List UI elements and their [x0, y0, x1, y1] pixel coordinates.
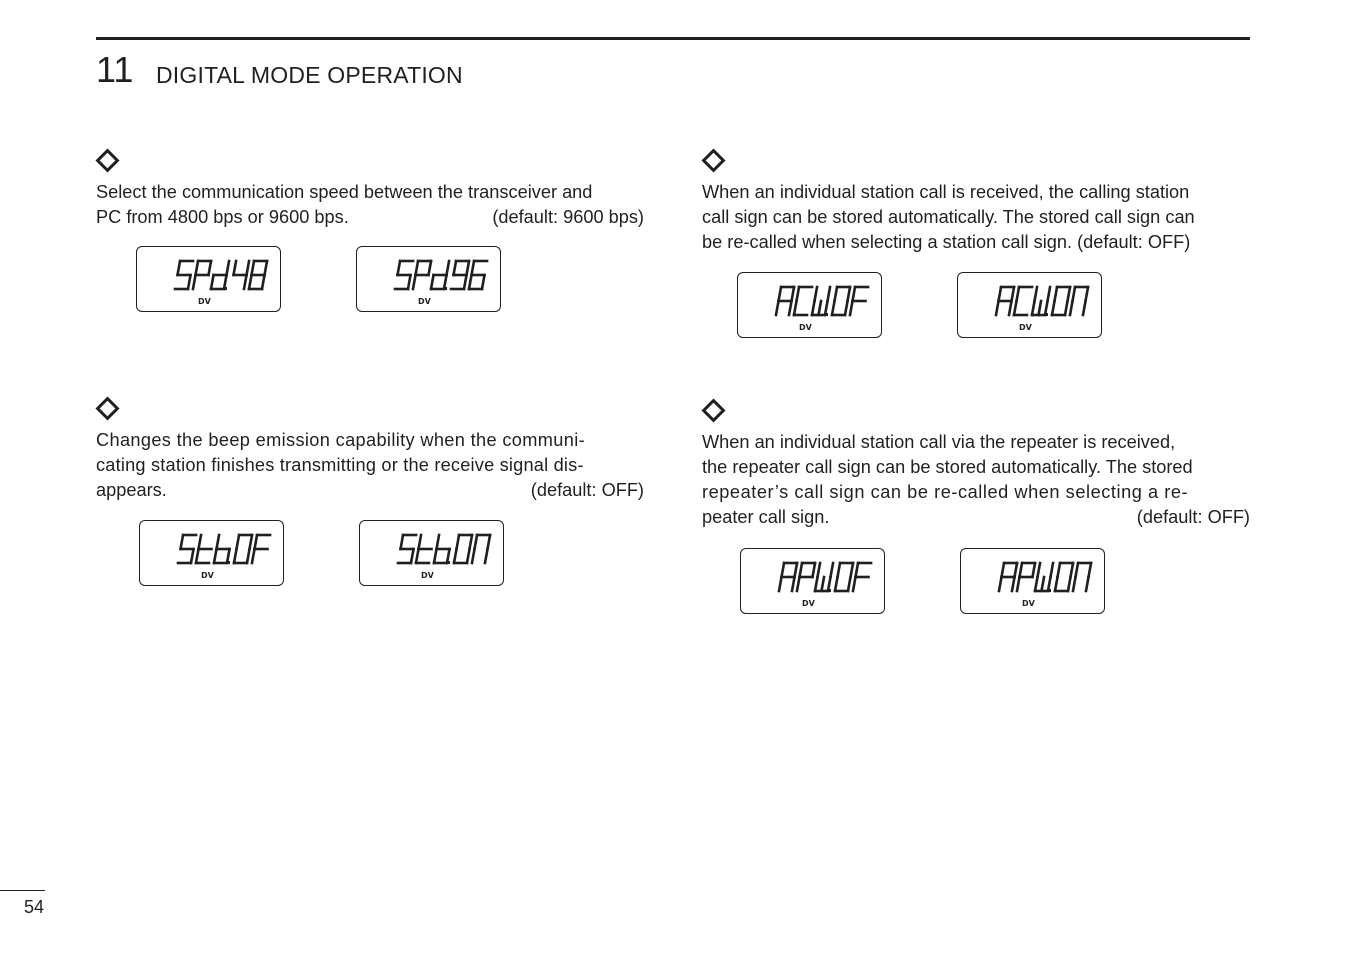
lcd-segment	[482, 275, 485, 289]
lcd-segment	[812, 301, 815, 315]
text-line-left: PC from 4800 bps or 9600 bps.	[96, 207, 349, 227]
lcd-segment	[437, 535, 440, 549]
lcd-segment	[413, 275, 416, 289]
lcd-segment	[224, 275, 227, 289]
default-value: (default: OFF)	[1136, 507, 1250, 527]
text-line-left: peater call sign.	[702, 507, 830, 527]
lcd-segment	[797, 287, 800, 301]
lcd-segment	[819, 301, 822, 315]
lcd-segment	[1052, 301, 1055, 315]
section-speed	[96, 148, 644, 328]
lcd-segment	[1033, 563, 1036, 577]
diamond-bullet-icon	[95, 148, 119, 172]
lcd-segment	[1038, 563, 1041, 577]
lcd-segment	[779, 287, 782, 301]
dv-indicator: DV	[421, 571, 434, 580]
lcd-segment	[853, 287, 856, 301]
lcd-segment	[408, 275, 411, 289]
lcd-display	[356, 246, 501, 312]
chapter-number: 11	[96, 49, 134, 90]
default-value: (default: OFF)	[530, 480, 644, 500]
text-line: be re-called when selecting a station call sign. (default: OFF)	[702, 232, 1191, 252]
lcd-segment	[1073, 287, 1076, 301]
lcd-segment	[1086, 577, 1089, 591]
lcd-segment	[475, 535, 478, 549]
lcd-segment	[1035, 287, 1038, 301]
lcd-segment	[196, 549, 199, 563]
lcd-segment	[789, 301, 792, 315]
beep-description	[96, 428, 644, 503]
lcd-segment	[828, 287, 831, 301]
lcd-segment	[856, 563, 859, 577]
lcd-segment	[1014, 301, 1017, 315]
lcd-segment	[255, 535, 258, 549]
lcd-segment	[234, 549, 237, 563]
lcd-segment	[1089, 563, 1092, 577]
lcd-segment	[794, 301, 797, 315]
lcd-segment	[447, 549, 450, 563]
text-line-left: appears.	[96, 480, 167, 500]
lcd-segment	[1071, 563, 1074, 577]
lcd-segment	[469, 275, 472, 289]
lcd-segment	[250, 535, 253, 549]
lcd-segment	[196, 261, 199, 275]
lcd-segment	[853, 577, 856, 591]
lcd-segment	[825, 301, 828, 315]
lcd-segment	[398, 261, 401, 275]
lcd-segment	[815, 287, 818, 301]
lcd-segment	[472, 261, 475, 275]
lcd-segment	[1017, 577, 1020, 591]
lcd-segment	[1020, 563, 1023, 577]
lcd-segment	[252, 549, 255, 563]
text-line: cating station finishes transmitting or the receive signal dis-	[96, 455, 584, 475]
text-line-last	[702, 505, 1250, 530]
lcd-segment	[797, 577, 800, 591]
lcd-display	[960, 548, 1105, 614]
lcd-segment	[447, 261, 450, 275]
lcd-segment	[832, 301, 835, 315]
dv-indicator: DV	[802, 599, 815, 608]
lcd-display	[136, 246, 281, 312]
lcd-segment	[434, 549, 437, 563]
lcd-segment	[848, 287, 851, 301]
text-line-last	[96, 478, 644, 503]
lcd-segment	[792, 287, 795, 301]
lcd-segment	[227, 261, 230, 275]
lcd-segment	[1012, 287, 1015, 301]
section-rx-repeater	[702, 398, 1250, 628]
lcd-segment	[1042, 577, 1045, 591]
lcd-segment	[1083, 301, 1086, 315]
lcd-segment	[782, 563, 785, 577]
lcd-segment	[467, 261, 470, 275]
lcd-segment	[851, 563, 854, 577]
lcd-segment	[1009, 301, 1012, 315]
lcd-display	[957, 272, 1102, 338]
footer-rule	[0, 890, 45, 891]
lcd-segment	[1086, 287, 1089, 301]
lcd-segment	[1048, 577, 1051, 591]
lcd-segment	[472, 549, 475, 563]
lcd-segment	[1039, 301, 1042, 315]
lcd-segment	[1048, 287, 1051, 301]
lcd-segment	[1012, 577, 1015, 591]
page-number: 54	[24, 897, 45, 917]
lcd-segment	[416, 549, 419, 563]
text-line: call sign can be stored automatically. The stored call sign can	[702, 207, 1195, 227]
lcd-segment	[247, 549, 250, 563]
lcd-segment	[835, 287, 838, 301]
lcd-segment	[822, 577, 825, 591]
lcd-segment	[252, 261, 255, 275]
lcd-segment	[237, 535, 240, 549]
lcd-display	[139, 520, 284, 586]
lcd-segment	[838, 563, 841, 577]
lcd-segment	[209, 261, 212, 275]
speed-description	[96, 180, 644, 230]
lcd-segment	[800, 563, 803, 577]
text-line-last	[96, 205, 644, 230]
lcd-segment	[178, 261, 181, 275]
lcd-decimal-point	[447, 561, 450, 564]
lcd-segment	[818, 563, 821, 577]
lcd-segment	[996, 301, 999, 315]
lcd-segment	[262, 275, 265, 289]
dv-indicator: DV	[1022, 599, 1035, 608]
lcd-segment	[776, 301, 779, 315]
lcd-segment	[488, 535, 491, 549]
lcd-decimal-point	[1045, 313, 1048, 316]
dv-indicator: DV	[1019, 323, 1032, 332]
lcd-segment	[411, 549, 414, 563]
lcd-segment	[999, 577, 1002, 591]
diamond-bullet-icon	[701, 148, 725, 172]
lcd-segment	[467, 549, 470, 563]
lcd-segment	[191, 549, 194, 563]
dv-indicator: DV	[198, 297, 211, 306]
lcd-segment	[1073, 577, 1076, 591]
diamond-bullet-icon	[95, 396, 119, 420]
lcd-display	[737, 272, 882, 338]
rx-repeater-description	[702, 430, 1250, 530]
lcd-segment	[181, 535, 184, 549]
lcd-segment	[1076, 563, 1079, 577]
text-line: When an individual station call via the repeater is received,	[702, 432, 1176, 452]
lcd-segment	[999, 287, 1002, 301]
lcd-segment	[1070, 301, 1073, 315]
lcd-segment	[444, 275, 447, 289]
lcd-segment	[485, 549, 488, 563]
lcd-segment	[211, 275, 214, 289]
lcd-segment	[1068, 577, 1071, 591]
lcd-display	[359, 520, 504, 586]
lcd-segment	[1055, 287, 1058, 301]
lcd-segment	[813, 563, 816, 577]
chapter-title: DIGITAL MODE OPERATION	[156, 62, 463, 88]
lcd-segment	[401, 535, 404, 549]
lcd-decimal-point	[444, 287, 447, 290]
lcd-segment	[1068, 287, 1071, 301]
lcd-segment	[416, 261, 419, 275]
lcd-segment	[779, 577, 782, 591]
rx-call-description	[702, 180, 1250, 255]
lcd-segment	[470, 535, 473, 549]
lcd-segment	[249, 275, 252, 289]
lcd-segment	[815, 577, 818, 591]
lcd-segment	[848, 577, 851, 591]
lcd-segment	[1065, 301, 1068, 315]
lcd-segment	[850, 301, 853, 315]
lcd-segment	[1032, 301, 1035, 315]
lcd-segment	[429, 261, 432, 275]
lcd-segment	[199, 535, 202, 549]
lcd-segment	[188, 275, 191, 289]
lcd-decimal-point	[227, 561, 230, 564]
lcd-segment	[457, 535, 460, 549]
text-line: When an individual station call is received, the calling station	[702, 182, 1190, 202]
lcd-segment	[828, 577, 831, 591]
lcd-decimal-point	[224, 287, 227, 290]
lcd-segment	[835, 577, 838, 591]
default-value: (default: 9600 bps)	[492, 207, 644, 227]
lcd-segment	[193, 275, 196, 289]
lcd-segment	[1058, 563, 1061, 577]
lcd-display	[740, 548, 885, 614]
lcd-segment	[1035, 577, 1038, 591]
text-line: repeater’s call sign can be re-called when selecting a re-	[702, 482, 1189, 502]
lcd-segment	[845, 301, 848, 315]
lcd-segment	[1017, 287, 1020, 301]
lcd-segment	[227, 549, 230, 563]
lcd-segment	[265, 261, 268, 275]
text-line: Changes the beep emission capability when the communi-	[96, 430, 586, 450]
lcd-segment	[1051, 563, 1054, 577]
dv-indicator: DV	[418, 297, 431, 306]
lcd-segment	[214, 549, 217, 563]
lcd-segment	[792, 577, 795, 591]
lcd-segment	[831, 563, 834, 577]
diamond-bullet-icon	[701, 398, 725, 422]
dv-indicator: DV	[799, 323, 812, 332]
header-rule	[96, 37, 1250, 40]
lcd-decimal-point	[1048, 589, 1051, 592]
text-line: Select the communication speed between the transceiver and	[96, 182, 593, 202]
lcd-segment	[431, 275, 434, 289]
lcd-segment	[454, 261, 457, 275]
lcd-segment	[795, 563, 798, 577]
lcd-segment	[464, 275, 467, 289]
lcd-segment	[247, 261, 250, 275]
lcd-segment	[1055, 577, 1058, 591]
lcd-segment	[454, 549, 457, 563]
lcd-decimal-point	[825, 313, 828, 316]
dv-indicator: DV	[201, 571, 214, 580]
lcd-segment	[244, 275, 247, 289]
lcd-segment	[1002, 563, 1005, 577]
lcd-segment	[1015, 563, 1018, 577]
text-line: the repeater call sign can be stored automatically. The stored	[702, 457, 1193, 477]
lcd-segment	[234, 261, 237, 275]
section-rx-call	[702, 148, 1250, 348]
lcd-segment	[419, 535, 422, 549]
lcd-decimal-point	[828, 589, 831, 592]
lcd-segment	[1045, 301, 1048, 315]
lcd-segment	[217, 535, 220, 549]
section-beep	[96, 396, 644, 596]
